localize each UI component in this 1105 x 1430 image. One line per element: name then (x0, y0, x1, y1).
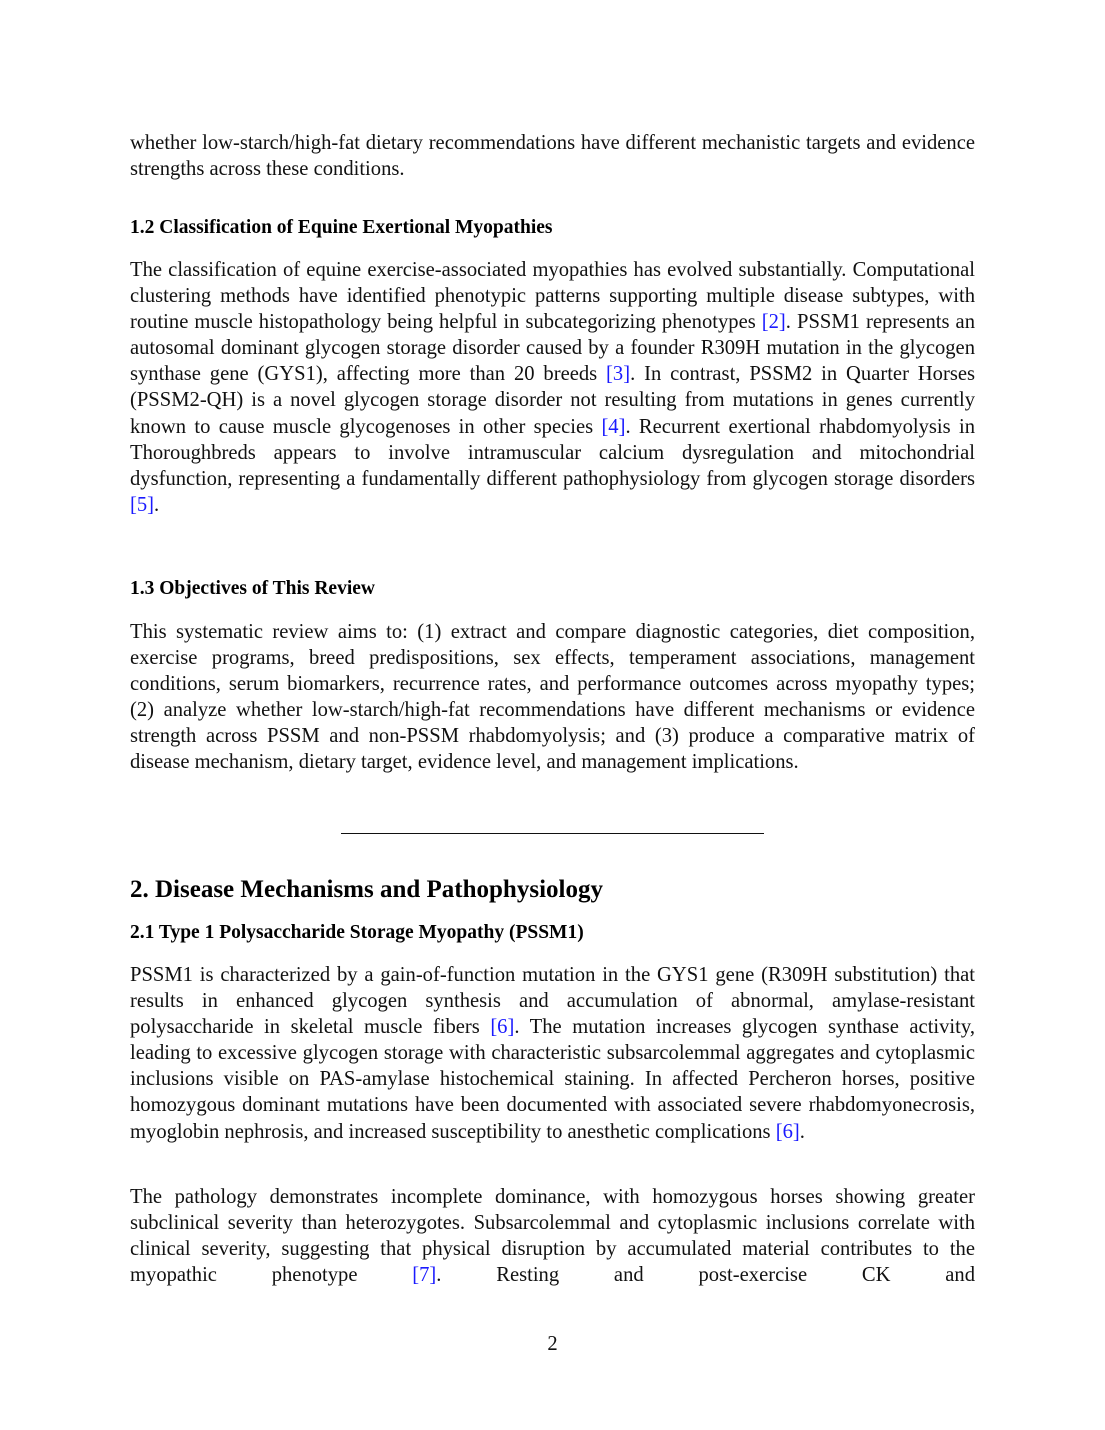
section-2-1-heading (130, 921, 975, 945)
text-run: . The mutation increases glycogen synthase activity, leading to excessive glycogen storage with characteristic subsarcolemmal aggregates and cytoplasmic inclusions visible on PAS-amylase histochemical staining. In affected Percheron horses, positive homozygous dominant mutations have been documented with associated severe rhabdomyonecrosis, myoglobin nephrosis, and increased susceptibility to anesthetic complications (130, 1016, 975, 1143)
paragraph-text: This systematic review aims to: (1) extract and compare diagnostic categories, diet composition, exercise programs, breed predispositions, sex effects, temperament associations, management conditions, serum biomarkers, recurrence rates, and performance outcomes across myopathy types; (2) analyze whether low-starch/high-fat recommendations have different mechanisms or evidence strength across PSSM and non-PSSM rhabdomyolysis; and (3) produce a comparative matrix of disease mechanism, dietary target, evidence level, and management implications. (130, 621, 975, 774)
citation-link-7[interactable]: [7] (412, 1264, 437, 1287)
citation-link-6[interactable]: [6] (490, 1016, 515, 1039)
section-heading: 1.3 Objectives of This Review (130, 578, 375, 599)
citation-link-3[interactable]: [3] (606, 363, 631, 386)
page-number: 2 (547, 1333, 558, 1355)
section-1-3-paragraph (130, 619, 975, 776)
text-run: . Recurrent exertional rhabdomyolysis in Thoroughbreds appears to involve intramuscular calcium dysregulation and mitochondrial dysfunction, representing a fundamentally different pathophysiology from glycogen storage disorders (130, 415, 975, 490)
section-1-3-heading (130, 577, 975, 601)
section-heading: 1.2 Classification of Equine Exertional Myopathies (130, 217, 553, 238)
section-2-1-paragraph-2 (130, 1184, 975, 1288)
paragraph-text (130, 1184, 975, 1288)
text-run: The classification of equine exercise-associated myopathies has evolved substantially. Computational clustering methods have identified phenotypic patterns supporting multiple disease subtypes, with routine muscle histopathology being helpful in subcategorizing phenotypes (130, 259, 975, 334)
text-run: . In contrast, PSSM2 in Quarter Horses (PSSM2-QH) is a novel glycogen storage disorder not resulting from mutations in genes currently known to cause muscle glycogenoses in other species (130, 363, 975, 438)
text-run: The pathology demonstrates incomplete dominance, with homozygous horses showing greater subclinical severity than heterozygotes. Subsarcolemmal and cytoplasmic inclusions correlate with clinical severity, suggesting that physical disruption by accumulated material contributes to the myopathic phenotype (130, 1186, 975, 1287)
section-heading: 2. Disease Mechanisms and Pathophysiology (130, 876, 603, 903)
text-run: . (154, 493, 160, 516)
subsection-heading: 2.1 Type 1 Polysaccharide Storage Myopathy (PSSM1) (130, 922, 584, 943)
paragraph-text: whether low-starch/high-fat dietary recommendations have different mechanistic targets and evidence strengths across these conditions. (130, 132, 975, 181)
text-run: PSSM1 is characterized by a gain-of-function mutation in the GYS1 gene (R309H substitution) that results in enhanced glycogen synthesis and accumulation of abnormal, amylase-resistant polysaccharide in skeletal muscle fibers (130, 964, 975, 1039)
citation-link-6[interactable]: [6] (775, 1120, 800, 1143)
section-2-1-paragraph-1 (130, 962, 975, 1145)
section-divider (341, 833, 764, 834)
citation-link-4[interactable]: [4] (601, 415, 626, 438)
citation-link-2[interactable]: [2] (761, 311, 786, 334)
section-1-2-paragraph (130, 257, 975, 518)
section-1-2-heading (130, 216, 975, 240)
text-run: . Resting and post-exercise CK and (436, 1264, 975, 1287)
continuation-paragraph (130, 130, 975, 182)
text-run: . PSSM1 represents an autosomal dominant glycogen storage disorder caused by a founder R309H mutation in the glycogen synthase gene (GYS1), affecting more than 20 breeds (130, 311, 975, 386)
text-run: . (799, 1120, 805, 1143)
paragraph-text (130, 257, 975, 518)
paragraph-text (130, 962, 975, 1145)
section-2-heading (130, 875, 975, 905)
citation-link-5[interactable]: [5] (130, 493, 155, 516)
